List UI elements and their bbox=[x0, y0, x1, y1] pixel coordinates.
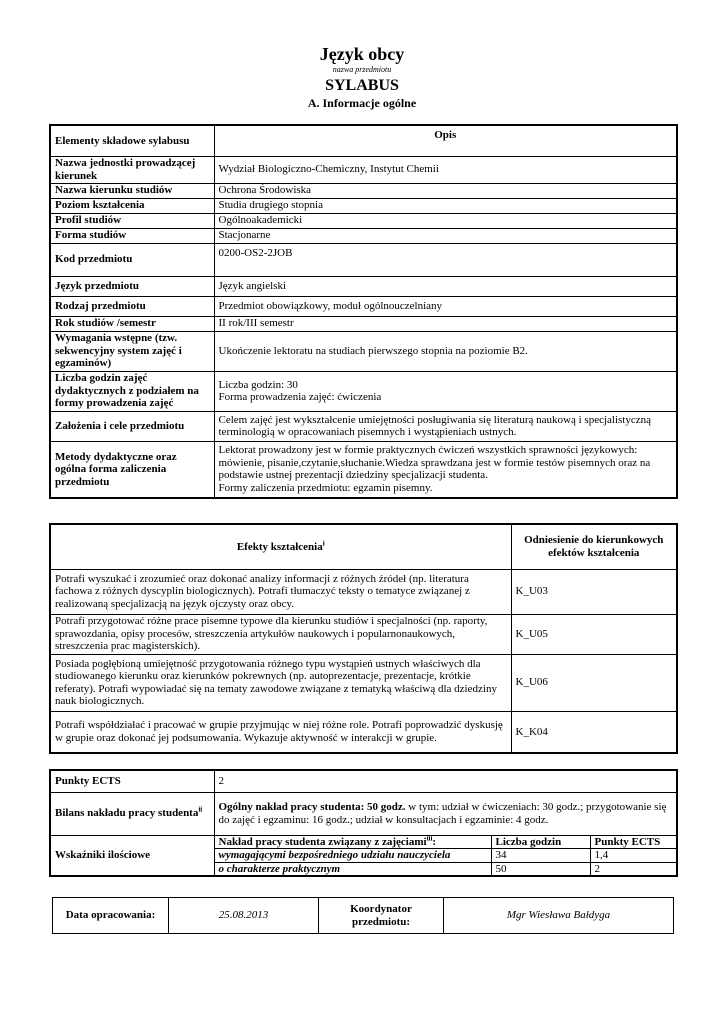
effects-head-left bbox=[50, 524, 511, 569]
indicators-head-text: Nakład pracy studenta związany z zajęciami bbox=[218, 835, 427, 848]
row-value: Przedmiot obowiązkowy, moduł ogólnouczelniany bbox=[214, 296, 677, 316]
effect-ref: K_U06 bbox=[511, 654, 677, 711]
subject-caption: nazwa przedmiotu bbox=[332, 65, 392, 74]
date-label: Data opracowania: bbox=[53, 898, 169, 934]
learning-outcomes-table bbox=[49, 523, 678, 754]
effect-ref: K_U05 bbox=[511, 614, 677, 654]
balance-total: Ogólny nakład pracy studenta: 50 godz. bbox=[218, 801, 406, 813]
indicator-ects: 1,4 bbox=[590, 849, 677, 863]
row-value: Ukończenie lektoratu na studiach pierwszego stopnia na poziomie B2. bbox=[214, 331, 677, 371]
methods-text: Lektorat prowadzony jest w formie praktycznych ćwiczeń wszystkich sprawności językowych: mówienie, pisanie,czytanie,słuchanie.Wiedza sprawdzana jest w formie testów pisemnych oraz na podstawie ustnej prezentacji dziedziny specjalizacji studenta. bbox=[218, 444, 651, 482]
indicators-label: Wskaźniki ilościowe bbox=[50, 835, 214, 876]
coordinator-label: Koordynator przedmiotu: bbox=[319, 898, 444, 934]
row-label: Rok studiów /semestr bbox=[50, 316, 214, 331]
effect-ref: K_K04 bbox=[511, 711, 677, 753]
general-info-table bbox=[49, 124, 678, 499]
row-value: 0200-OS2-2JOB bbox=[214, 243, 677, 276]
row-label: Liczba godzin zajęć dydaktycznych z podziałem na formy prowadzenia zajęć bbox=[50, 371, 214, 411]
row-label: Kod przedmiotu bbox=[50, 243, 214, 276]
row-value: Stacjonarne bbox=[214, 228, 677, 243]
row-value: II rok/III semestr bbox=[214, 316, 677, 331]
row-label: Założenia i cele przedmiotu bbox=[50, 411, 214, 441]
row-label: Profil studiów bbox=[50, 213, 214, 228]
date-value: 25.08.2013 bbox=[169, 898, 319, 934]
general-head-right: Opis bbox=[214, 125, 677, 156]
indicator-label: wymagającymi bezpośredniego udziału nauczyciela bbox=[214, 849, 491, 863]
general-head-left: Elementy składowe sylabusu bbox=[50, 125, 214, 156]
effect-text: Posiada pogłębioną umiejętność przygotowania różnego typu wystąpień ustnych właściwych dla studiowanego kierunku oraz kierunków pokrewnych (np. autoprezentacje, prezentacje, krótkie referaty). Potrafi wypowiadać się na tematy zawodowe związane z tematyką właściwą dla dziedziny nauk biologicznych. bbox=[50, 654, 511, 711]
effect-text: Potrafi wyszukać i zrozumieć oraz dokonać analizy informacji z różnych źródeł (np. literatura fachowa z różnych dyscyplin biologicznych). Potrafi tłumaczyć teksty o tematyce związanej z realizowaną specjalizacją na język ojczysty oraz obcy. bbox=[50, 569, 511, 614]
row-label: Metody dydaktyczne oraz ogólna forma zaliczenia przedmiotu bbox=[50, 441, 214, 498]
ects-value: 2 bbox=[214, 770, 677, 792]
indicator-hours: 34 bbox=[491, 849, 590, 863]
balance-label bbox=[50, 792, 214, 835]
effect-ref: K_U03 bbox=[511, 569, 677, 614]
footnote-mark: iii bbox=[426, 835, 433, 842]
row-value bbox=[214, 371, 677, 411]
hours-line: Liczba godzin: 30 bbox=[218, 378, 298, 391]
col-ects-head: Punkty ECTS bbox=[590, 835, 677, 849]
coordinator-value: Mgr Wiesława Bałdyga bbox=[444, 898, 674, 934]
row-label: Poziom kształcenia bbox=[50, 198, 214, 213]
row-value: Studia drugiego stopnia bbox=[214, 198, 677, 213]
row-value: Język angielski bbox=[214, 276, 677, 296]
effect-text: Potrafi przygotować różne prace pisemne typowe dla kierunku studiów i specjalności (np. raporty, sprawozdania, opisy procesów, streszczenia artykułów naukowych i popularnonaukowych, streszczenia prac magisterskich). bbox=[50, 614, 511, 654]
indicator-hours: 50 bbox=[491, 862, 590, 876]
balance-label-text: Bilans nakładu pracy studenta bbox=[55, 807, 199, 820]
ects-label: Punkty ECTS bbox=[50, 770, 214, 792]
balance-value bbox=[214, 792, 677, 835]
balance-detail: w tym: udział w ćwiczeniach: 30 godz.; przygotowanie się do zajęć i egzaminu: 16 godz.; udział w konsultacjach i egzaminie: 4 godz. bbox=[218, 801, 667, 826]
row-value: Wydział Biologiczno-Chemiczny, Instytut Chemii bbox=[214, 156, 677, 183]
assessment-text: Formy zaliczenia przedmiotu: egzamin pisemny. bbox=[218, 481, 433, 494]
form-line: Forma prowadzenia zajęć: ćwiczenia bbox=[218, 391, 382, 403]
row-value: Celem zajęć jest wykształcenie umiejętności posługiwania się literaturą naukową i specjalistyczną terminologią w opracowaniach pisemnych i wystąpieniach ustnych. bbox=[214, 411, 677, 441]
document-title: SYLABUS bbox=[325, 77, 399, 94]
row-value: Ochrona Środowiska bbox=[214, 183, 677, 198]
footnote-mark: i bbox=[322, 538, 325, 547]
footnote-mark: ii bbox=[198, 805, 203, 814]
effects-head-right: Odniesienie do kierunkowych efektów kształcenia bbox=[511, 524, 677, 569]
col-hours-head: Liczba godzin bbox=[491, 835, 590, 849]
row-value bbox=[214, 441, 677, 498]
effects-head-text: Efekty kształcenia bbox=[236, 540, 323, 553]
indicators-head: Nakład pracy studenta związany z zajęciami$^{iii}$: bbox=[214, 835, 491, 849]
row-label: Nazwa jednostki prowadzącej kierunek bbox=[50, 156, 214, 183]
ects-table bbox=[49, 769, 678, 877]
row-label: Nazwa kierunku studiów bbox=[50, 183, 214, 198]
effect-text: Potrafi współdziałać i pracować w grupie przyjmując w niej różne role. Potrafi poprowadzić dyskusję w grupie oraz dokonać jej podsumowania. Wykazuje aktywność w interakcji w grupie. bbox=[50, 711, 511, 753]
row-label: Rodzaj przedmiotu bbox=[50, 296, 214, 316]
footer-table bbox=[52, 897, 674, 934]
subject-title: Język obcy bbox=[319, 44, 405, 64]
row-value: Ogólnoakademicki bbox=[214, 213, 677, 228]
section-heading: A. Informacje ogólne bbox=[307, 96, 417, 110]
row-label: Język przedmiotu bbox=[50, 276, 214, 296]
row-label: Wymagania wstępne (tzw. sekwencyjny system zajęć i egzaminów) bbox=[50, 331, 214, 371]
indicator-label: o charakterze praktycznym bbox=[214, 862, 491, 876]
row-label: Forma studiów bbox=[50, 228, 214, 243]
indicator-ects: 2 bbox=[590, 862, 677, 876]
